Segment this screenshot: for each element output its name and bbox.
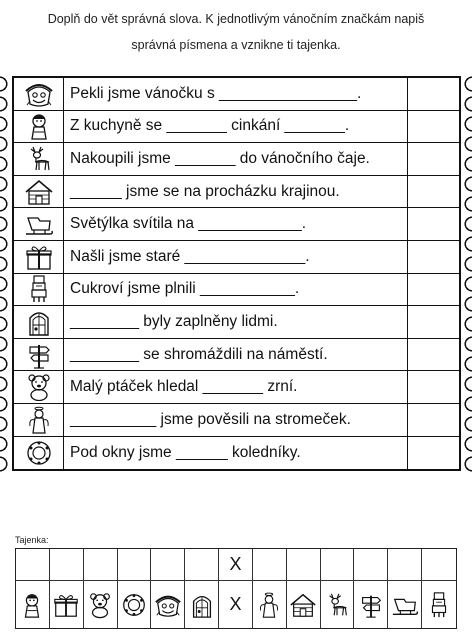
cabin-icon (289, 591, 317, 619)
answer-cell[interactable] (408, 208, 461, 240)
answer-cell[interactable] (408, 143, 461, 175)
sentence-row (14, 371, 459, 404)
grinch-icon (154, 591, 182, 619)
reindeer-icon (24, 145, 54, 173)
tajenka-icon-cell (185, 581, 219, 628)
tajenka-letter-cell[interactable] (321, 549, 355, 581)
gift-icon (52, 591, 80, 619)
tajenka-letter-cell[interactable] (422, 549, 456, 581)
sentence-text: __________ jsme pověsili na stromeček. (64, 404, 408, 436)
sentence-text: Světýlka svítila na ____________. (64, 208, 408, 240)
answer-cell[interactable] (408, 176, 461, 208)
angel-icon (24, 406, 54, 434)
instructions-line-2: správná písmena a vznikne ti tajenka. (131, 38, 341, 52)
reindeer-icon (323, 591, 351, 619)
answer-cell[interactable] (408, 306, 461, 338)
tajenka-icon-cell (84, 581, 118, 628)
tajenka-icon-cell (287, 581, 321, 628)
icon-cell (14, 143, 64, 175)
teddy-bear-icon (24, 373, 54, 401)
girl-icon (24, 112, 54, 140)
icon-cell (14, 111, 64, 143)
tajenka-icon-cell (321, 581, 355, 628)
sentence-row (14, 306, 459, 339)
window-icon (188, 591, 216, 619)
tajenka-icon-cell (422, 581, 456, 628)
sentence-row (14, 437, 459, 470)
icon-cell (14, 176, 64, 208)
sentence-row (14, 78, 459, 111)
girl-icon (18, 591, 46, 619)
sentence-text: Pod okny jsme ______ koledníky. (64, 437, 408, 470)
icon-cell (14, 371, 64, 403)
answer-cell[interactable] (408, 241, 461, 273)
sentence-text: Našli jsme staré ______________. (64, 241, 408, 273)
sentence-text: Nakoupili jsme _______ do vánočního čaje. (64, 143, 408, 175)
sentence-text: Pekli jsme vánočku s ________________. (64, 78, 408, 110)
sentence-row (14, 404, 459, 437)
tajenka-icon-cell (118, 581, 152, 628)
sentence-text: ______ jsme se na procházku krajinou. (64, 176, 408, 208)
grinch-icon (24, 80, 54, 108)
gift-icon (24, 243, 54, 271)
tajenka-mark-cell: X (219, 581, 253, 628)
tajenka-letter-cell[interactable] (253, 549, 287, 581)
instructions (0, 6, 472, 58)
answer-cell[interactable] (408, 78, 461, 110)
tajenka-icon-cell (16, 581, 50, 628)
tajenka-letter-cell[interactable] (151, 549, 185, 581)
answer-cell[interactable] (408, 404, 461, 436)
answer-cell[interactable] (408, 274, 461, 306)
sentence-row (14, 208, 459, 241)
tajenka-grid (15, 548, 457, 629)
sentence-row (14, 274, 459, 307)
tajenka-icon-cell (50, 581, 84, 628)
sentence-row (14, 241, 459, 274)
sentence-text: ________ byly zaplněny lidmi. (64, 306, 408, 338)
tajenka-letter-cell[interactable] (354, 549, 388, 581)
signpost-icon (357, 591, 385, 619)
icon-cell (14, 208, 64, 240)
sentence-row (14, 143, 459, 176)
window-icon (24, 308, 54, 336)
scalloped-border-right (460, 74, 472, 474)
tajenka-letter-cell[interactable] (118, 549, 152, 581)
tajenka-icon-cell (354, 581, 388, 628)
icon-cell (14, 78, 64, 110)
tajenka-letter-cell[interactable] (16, 549, 50, 581)
instructions-line-1: Doplň do vět správná slova. K jednotlivým vánočním značkám napiš (47, 12, 425, 26)
tajenka-letter-cell[interactable] (185, 549, 219, 581)
answer-cell[interactable] (408, 371, 461, 403)
icon-cell (14, 274, 64, 306)
tajenka-letter-cell[interactable] (84, 549, 118, 581)
tajenka-icon-cell (151, 581, 185, 628)
answer-cell[interactable] (408, 437, 461, 470)
tajenka-icon-cell (388, 581, 422, 628)
teddy-bear-icon (86, 591, 114, 619)
tajenka-mark-cell: X (219, 549, 253, 581)
scalloped-border-left (0, 74, 12, 474)
tajenka-icon-cell (253, 581, 287, 628)
signpost-icon (24, 341, 54, 369)
icon-cell (14, 241, 64, 273)
nutcracker-icon (425, 591, 453, 619)
answer-cell[interactable] (408, 339, 461, 371)
sentence-row (14, 111, 459, 144)
sentence-text: ________ se shromáždili na náměstí. (64, 339, 408, 371)
cabin-icon (24, 178, 54, 206)
icon-cell (14, 339, 64, 371)
nutcracker-icon (24, 275, 54, 303)
tajenka-letter-cell[interactable] (50, 549, 84, 581)
sentence-table (12, 76, 461, 471)
icon-cell (14, 404, 64, 436)
tajenka-label: Tajenka: (15, 535, 49, 545)
sentence-text: Z kuchyně se _______ cinkání _______. (64, 111, 408, 143)
sentence-text: Cukroví jsme plnili ___________. (64, 274, 408, 306)
sentence-row (14, 339, 459, 372)
icon-cell (14, 437, 64, 470)
angel-icon (255, 591, 283, 619)
tajenka-letter-cell[interactable] (287, 549, 321, 581)
sentence-text: Malý ptáček hledal _______ zrní. (64, 371, 408, 403)
sleigh-icon (391, 591, 419, 619)
wreath-icon (24, 439, 54, 467)
sentence-row (14, 176, 459, 209)
icon-cell (14, 306, 64, 338)
tajenka-letter-cell[interactable] (388, 549, 422, 581)
sleigh-icon (24, 210, 54, 238)
answer-cell[interactable] (408, 111, 461, 143)
wreath-icon (120, 591, 148, 619)
